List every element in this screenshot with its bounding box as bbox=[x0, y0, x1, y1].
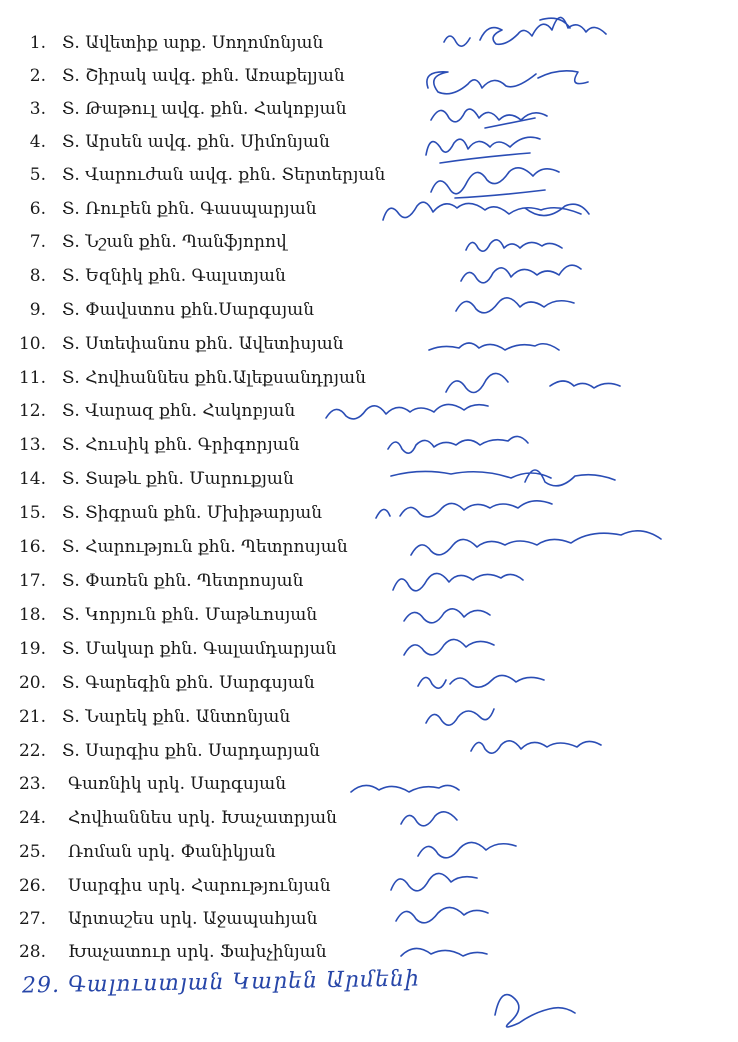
list-item bbox=[0, 295, 738, 325]
entry-name: Հովհաննես սրկ. Խաչատրյան bbox=[68, 808, 337, 828]
list-item bbox=[0, 837, 738, 867]
list-item bbox=[0, 61, 738, 91]
signature-12 bbox=[320, 390, 500, 430]
entry-number: 1. bbox=[29, 33, 46, 53]
signature-9 bbox=[450, 285, 590, 325]
list-item bbox=[0, 634, 738, 664]
list-item bbox=[0, 498, 738, 528]
entry-number: 28. bbox=[18, 942, 46, 962]
entry-name: Ռոման սրկ. Փանիկյան bbox=[68, 842, 276, 862]
signature-10 bbox=[425, 330, 565, 364]
list-item bbox=[0, 127, 738, 157]
entry-number: 16. bbox=[18, 537, 46, 557]
entry-name: Տ. Փառեն քհն. Պետրոսյան bbox=[62, 571, 304, 591]
entry-number: 20. bbox=[18, 673, 46, 693]
entry-number: 8. bbox=[29, 266, 46, 286]
entry-number: 5. bbox=[29, 165, 46, 185]
list-item bbox=[0, 736, 738, 766]
entry-name: Տ. Վարուժան ավգ. քհն. Տերտերյան bbox=[62, 165, 386, 185]
signature-1 bbox=[440, 10, 660, 60]
signature-28 bbox=[395, 930, 505, 970]
list-item bbox=[0, 194, 738, 224]
entry-name: Տ. Թաթուլ ավգ. քհն. Հակոբյան bbox=[62, 99, 347, 119]
list-item bbox=[0, 904, 738, 934]
entry-name: Տ. Կորյուն քհն. Մաթևոսյան bbox=[62, 605, 318, 625]
list-item bbox=[0, 160, 738, 190]
entry-number: 12. bbox=[18, 401, 46, 421]
entry-name: Տ. Գարեգին քհն. Սարգսյան bbox=[62, 673, 315, 693]
entry-name: Տ. Վարազ քհն. Հակոբյան bbox=[62, 401, 296, 421]
entry-name: Տ. Ավետիք արք. Սողոմոնյան bbox=[62, 33, 324, 53]
signature-22 bbox=[465, 725, 615, 765]
entry-name: Տ. Տիգրան քհն. Մխիթարյան bbox=[62, 503, 323, 523]
entry-name: Տ. Ստեփանոս քհն. Ավետիսյան bbox=[62, 334, 344, 354]
entry-number: 7. bbox=[29, 232, 46, 252]
entry-name: Տ. Հուսիկ քհն. Գրիգորյան bbox=[62, 435, 300, 455]
entry-name: Տ. Եզնիկ քհն. Գալստյան bbox=[62, 266, 286, 286]
entry-number: 14. bbox=[18, 469, 46, 489]
signature-29 bbox=[485, 975, 585, 1035]
list-item bbox=[0, 227, 738, 257]
entry-name: Տ. Նշան քհն. Պանֆյորով bbox=[62, 232, 287, 252]
entry-number: 19. bbox=[18, 639, 46, 659]
list-item bbox=[0, 94, 738, 124]
entry-number: 24. bbox=[18, 808, 46, 828]
handwritten-entry: 29. Գալուստյան Կարեն Արմենի bbox=[21, 966, 421, 999]
entry-number: 21. bbox=[18, 707, 46, 727]
entry-number: 26. bbox=[18, 876, 46, 896]
entry-name: Տ. Նարեկ քհն. Անտոնյան bbox=[62, 707, 291, 727]
entry-name: Սարգիս սրկ. Հարությունյան bbox=[68, 876, 331, 896]
entry-name: Խաչատուր սրկ. Ֆախչինյան bbox=[68, 942, 327, 962]
entry-number: 3. bbox=[29, 99, 46, 119]
entry-name: Տ. Փավստոս քհն.Սարգսյան bbox=[62, 300, 315, 320]
entry-name: Տ. Ռուբեն քհն. Գասպարյան bbox=[62, 199, 317, 219]
entry-name: Տ. Տաթև քհն. Մարուքյան bbox=[62, 469, 294, 489]
list-item bbox=[0, 600, 738, 630]
entry-name: Տ. Հարություն քհն. Պետրոսյան bbox=[62, 537, 348, 557]
list-item bbox=[0, 871, 738, 901]
entry-name: Տ. Սարգիս քհն. Սարդարյան bbox=[62, 741, 320, 761]
entry-number: 15. bbox=[18, 503, 46, 523]
list-item bbox=[0, 668, 738, 698]
entry-name: Տ. Մակար քհն. Գալամդարյան bbox=[62, 639, 337, 659]
list-item bbox=[0, 937, 738, 967]
list-item bbox=[0, 702, 738, 732]
entry-number: 2. bbox=[29, 66, 46, 86]
entry-number: 9. bbox=[29, 300, 46, 320]
entry-name: Տ. Հովհաննես քհն.Ալեքսանդրյան bbox=[62, 368, 366, 388]
entry-number: 23. bbox=[18, 774, 46, 794]
entry-number: 6. bbox=[29, 199, 46, 219]
entry-number: 10. bbox=[18, 334, 46, 354]
entry-number: 11. bbox=[18, 368, 46, 388]
entry-number: 22. bbox=[18, 741, 46, 761]
entry-number: 27. bbox=[18, 909, 46, 929]
entry-number: 25. bbox=[18, 842, 46, 862]
entry-name: Տ. Շիրակ ավգ. քհն. Առաքելյան bbox=[62, 66, 345, 86]
entry-name: Գառնիկ սրկ. Սարգսյան bbox=[68, 774, 287, 794]
list-item bbox=[0, 803, 738, 833]
list-item bbox=[0, 329, 738, 359]
list-item bbox=[0, 261, 738, 291]
entry-number: 17. bbox=[18, 571, 46, 591]
entry-number: 13. bbox=[18, 435, 46, 455]
entry-number: 18. bbox=[18, 605, 46, 625]
entry-name: Արտաշես սրկ. Աջապահյան bbox=[68, 909, 318, 929]
entry-number: 4. bbox=[29, 132, 46, 152]
entry-name: Տ. Արսեն ավգ. քհն. Սիմոնյան bbox=[62, 132, 330, 152]
